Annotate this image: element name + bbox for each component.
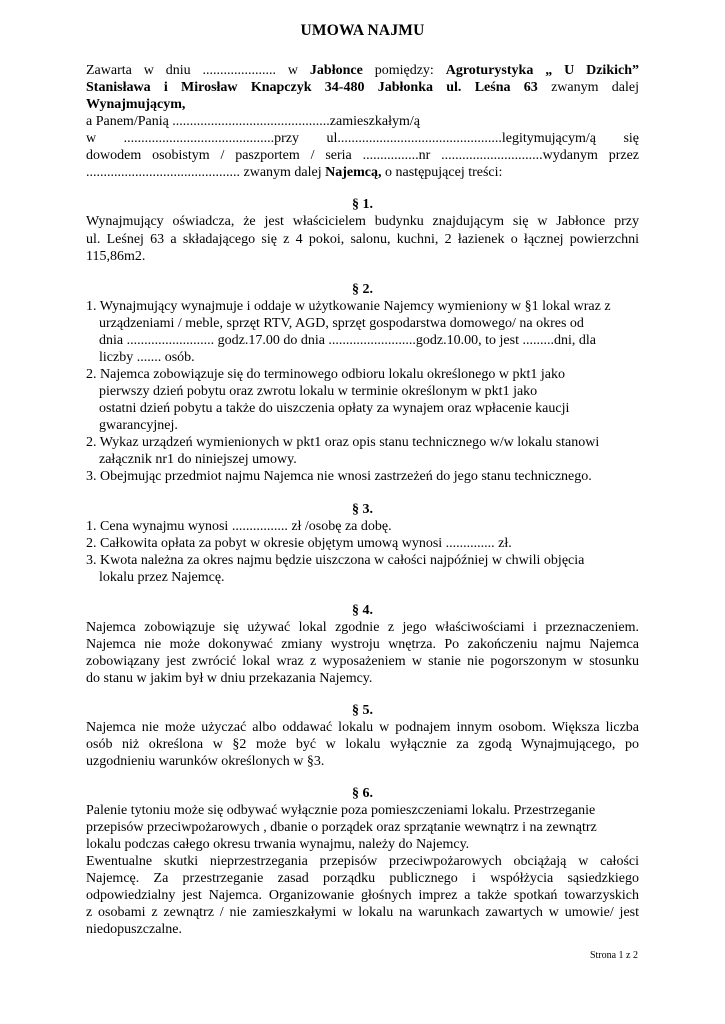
section-6-line: niedopuszczalne. — [86, 922, 183, 937]
section-6-line: z osobami z zewnątrz / nie zamieszkałymi w lokalu na warunkach zawartych w umowie/ jest — [86, 905, 639, 920]
section-6-line: przepisów przeciwpożarowych , dbanie o porządek oraz sprzątanie wewnątrz i na zewnątrz — [86, 820, 597, 835]
section-3-line: 2. Całkowita opłata za pobyt w okresie objętym umową wynosi .............. zł. — [86, 536, 512, 551]
section-3-line: 3. Kwota należna za okres najmu będzie uiszczona w całości najpóźniej w chwili objęcia — [86, 553, 585, 568]
section-5-heading: § 5. — [352, 703, 373, 718]
section-2-line: 2. Najemca zobowiązuje się do terminowego odbioru lokalu określonego w pkt1 jako — [86, 367, 565, 382]
page-number: Strona 1 z 2 — [589, 950, 638, 961]
intro-line-3: Wynajmującym, — [86, 97, 186, 112]
section-2-line: dnia ......................... godz.17.00 do dnia .........................godz.10.00, to jest .........dni, dla — [99, 333, 596, 348]
section-2-line: ostatni dzień pobytu a także do uiszczenia opłaty za wynajem oraz wpłacenie kaucji — [99, 401, 570, 416]
section-2-line: załącznik nr1 do niniejszej umowy. — [99, 452, 297, 467]
section-2-line: 1. Wynajmujący wynajmuje i oddaje w użytkowanie Najemcy wymieniony w §1 lokal wraz z — [86, 299, 611, 314]
section-4-line: Najemca nie może dokonywać zmiany wystroju wnętrza. Po zakończeniu najmu Najemca — [86, 637, 639, 652]
section-1-heading: § 1. — [352, 197, 373, 212]
section-2-line: pierwszy dzień pobytu oraz zwrotu lokalu w terminie określonym w pkt1 jako — [99, 384, 538, 399]
section-1-line: Wynajmujący oświadcza, że jest właścicielem budynku znajdującym się w Jabłonce przy — [86, 214, 639, 229]
section-2-line: gwarancyjnej. — [99, 418, 178, 433]
section-2-line: 3. Obejmując przedmiot najmu Najemca nie wnosi zastrzeżeń do jego stanu technicznego. — [86, 469, 592, 484]
intro-line-2: Stanisława i Mirosław Knapczyk 34-480 Jabłonka ul. Leśna 63 zwanym dalej — [86, 80, 640, 95]
section-6-line: Najemcę. Za przestrzeganie zasad porządku publicznego i współżycia sąsiedzkiego — [86, 871, 639, 886]
section-5-line: osób niż określona w §2 może być w lokalu wyłącznie za zgodą Wynajmującego, po — [86, 737, 639, 752]
section-5-line: Najemca nie może użyczać albo oddawać lokalu w podnajem innym osobom. Większa liczba — [86, 720, 639, 735]
section-6-line: Ewentualne skutki nieprzestrzegania przepisów przeciwpożarowych obciążają w całości — [86, 854, 639, 869]
section-4-line: zobowiązany jest zwrócić lokal wraz z wyposażeniem w stanie nie pogorszonym w stosunku — [86, 654, 639, 669]
section-6-line: Palenie tytoniu może się odbywać wyłącznie poza pomieszczeniami lokalu. Przestrzeganie — [86, 803, 596, 818]
section-6-line: odpowiedzialny jest Najemca. Organizowanie głośnych imprez a także spotkań towarzyskich — [86, 888, 639, 903]
section-4-line: Najemca zobowiązuje się używać lokal zgodnie z jego właściwościami i przeznaczeniem. — [86, 620, 639, 635]
section-4-line: do stanu w jakim był w dniu przekazania Najemcy. — [86, 671, 373, 686]
intro-line-5: w ...........................................przy ul...............................................legitymującym/ą się — [86, 131, 639, 146]
section-5-line: uzgodnieniu warunków określonych w §3. — [86, 754, 325, 769]
section-2-line: 2. Wykaz urządzeń wymienionych w pkt1 oraz opis stanu technicznego w/w lokalu stanowi — [86, 435, 600, 450]
section-1-line: 115,86m2. — [86, 249, 146, 264]
section-2-line: urządzeniami / meble, sprzęt RTV, AGD, sprzęt gospodarstwa domowego/ na okres od — [99, 316, 584, 331]
section-2-line: liczby ....... osób. — [99, 350, 195, 365]
document-title: UMOWA NAJMU — [300, 22, 425, 39]
intro-line-1: Zawarta w dniu ..................... w Jabłonce pomiędzy: Agroturystyka „ U Dzikich” — [86, 63, 640, 78]
section-6-heading: § 6. — [352, 786, 373, 801]
section-3-heading: § 3. — [352, 502, 373, 517]
section-2-heading: § 2. — [352, 282, 373, 297]
intro-line-4: a Panem/Panią .............................................zamieszkałym/ą — [86, 114, 420, 129]
section-1-line: ul. Leśnej 63 a składającego się z 4 pokoi, salonu, kuchni, 2 łazienek o łącznej powierzchni — [86, 232, 639, 247]
intro-line-6: dowodem osobistym / paszportem / seria ................nr .............................wydanym przez — [86, 148, 639, 163]
section-3-line: 1. Cena wynajmu wynosi ................ zł /osobę za dobę. — [86, 519, 392, 534]
section-3-line: lokalu przez Najemcę. — [99, 570, 225, 585]
intro-line-7: ............................................ zwanym dalej Najemcą, o następującej treści: — [86, 165, 503, 180]
section-4-heading: § 4. — [352, 603, 373, 618]
section-6-line: lokalu podczas całego okresu trwania wynajmu, należy do Najemcy. — [86, 837, 470, 852]
